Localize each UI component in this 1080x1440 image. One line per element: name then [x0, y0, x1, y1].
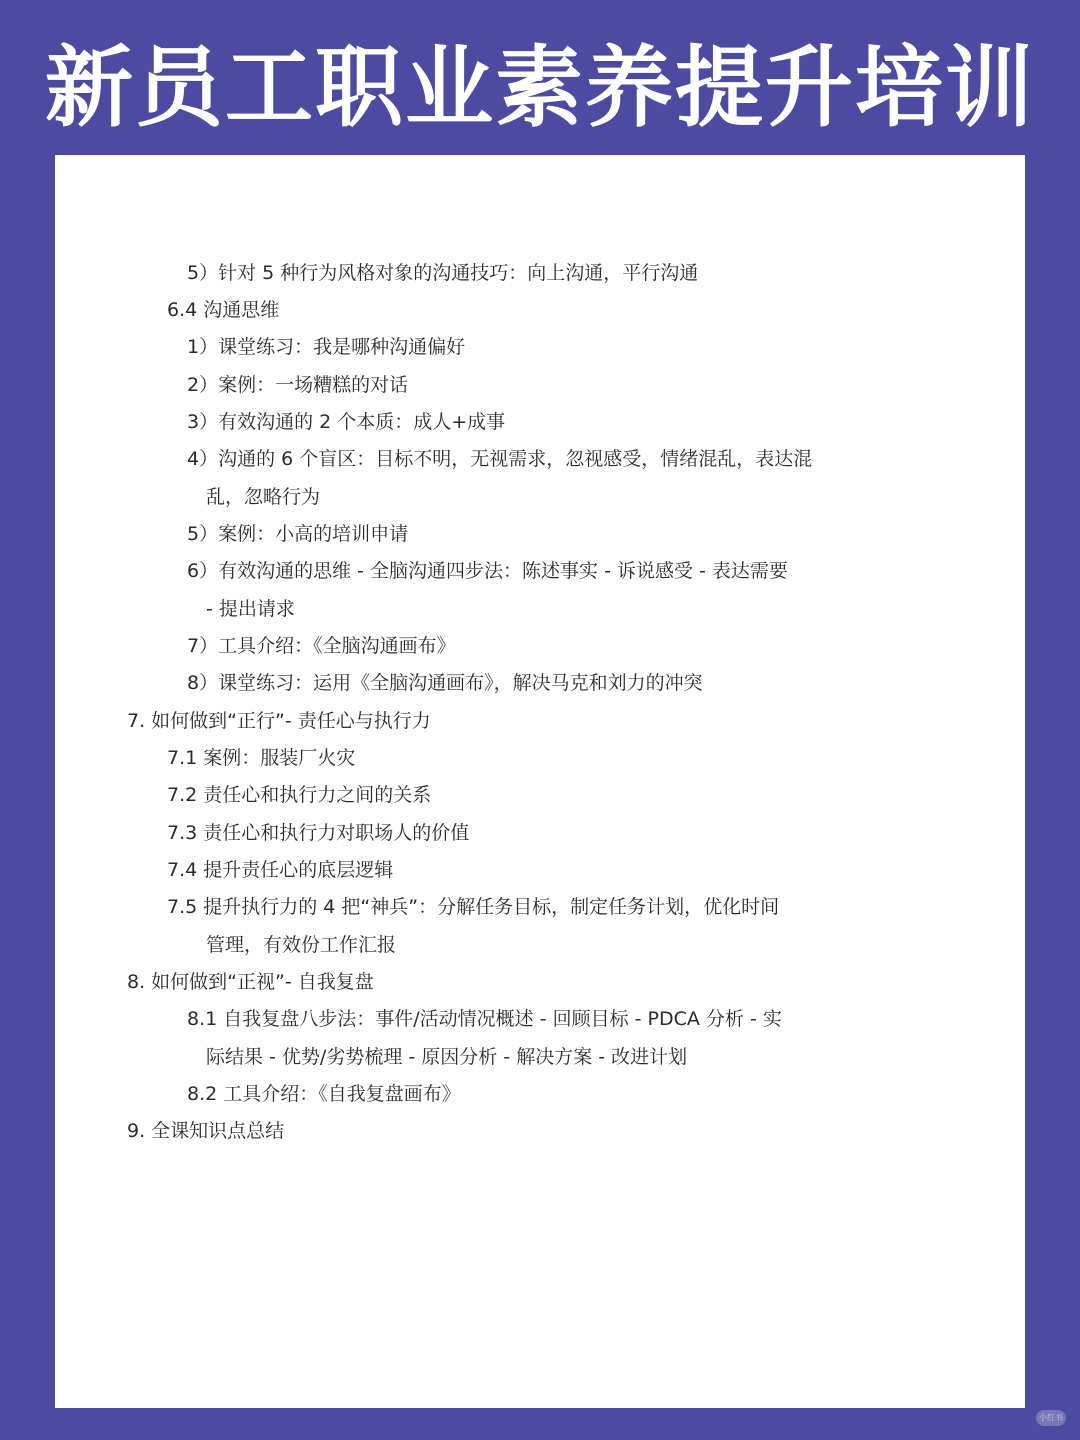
page-title: 新员工职业素养提升培训 [44, 36, 1035, 139]
outline-item: 3）有效沟通的 2 个本质：成人+成事 [187, 411, 506, 433]
document-page [55, 155, 1025, 1408]
outline-heading: 8.1 自我复盘八步法：事件/活动情况概述 - 回顾目标 - PDCA 分析 - 实 [187, 1008, 782, 1030]
outline-section: 9. 全课知识点总结 [127, 1120, 285, 1142]
outline-item: 6）有效沟通的思维 - 全脑沟通四步法：陈述事实 - 诉说感受 - 表达需要 [187, 560, 788, 582]
outline-item: 1）课堂练习：我是哪种沟通偏好 [187, 336, 466, 358]
outline-item: 7）工具介绍：《全脑沟通画布》 [187, 635, 456, 657]
outline-item: 5）案例：小高的培训申请 [187, 523, 409, 545]
outline-item: 4）沟通的 6 个盲区：目标不明，无视需求，忽视感受，情绪混乱，表达混 [187, 448, 813, 470]
watermark: 小红书 [1036, 1410, 1066, 1426]
outline-heading: 7.4 提升责任心的底层逻辑 [167, 859, 394, 881]
outline-heading: 7.3 责任心和执行力对职场人的价值 [167, 822, 470, 844]
outline-item-continued: 际结果 - 优势/劣势梳理 - 原因分析 - 解决方案 - 改进计划 [206, 1046, 688, 1068]
outline-heading: 8.2 工具介绍：《自我复盘画布》 [187, 1083, 461, 1105]
outline-item: 2）案例：一场糟糕的对话 [187, 374, 409, 396]
outline-heading: 7.2 责任心和执行力之间的关系 [167, 784, 432, 806]
outline-heading: 7.1 案例：服装厂火灾 [167, 747, 356, 769]
outline-item-continued: - 提出请求 [206, 598, 295, 620]
outline-item: 8）课堂练习：运用《全脑沟通画布》，解决马克和刘力的冲突 [187, 672, 703, 694]
outline-heading: 7.5 提升执行力的 4 把“神兵”：分解任务目标，制定任务计划，优化时间 [167, 896, 780, 918]
outline-item-continued: 管理，有效份工作汇报 [206, 934, 397, 956]
outline-section: 8. 如何做到“正视”- 自我复盘 [127, 971, 374, 993]
outline-heading: 6.4 沟通思维 [167, 299, 280, 321]
outline-section: 7. 如何做到“正行”- 责任心与执行力 [127, 710, 431, 732]
outline-item-continued: 乱，忽略行为 [206, 486, 321, 508]
outline-item: 5）针对 5 种行为风格对象的沟通技巧：向上沟通，平行沟通 [187, 262, 699, 284]
